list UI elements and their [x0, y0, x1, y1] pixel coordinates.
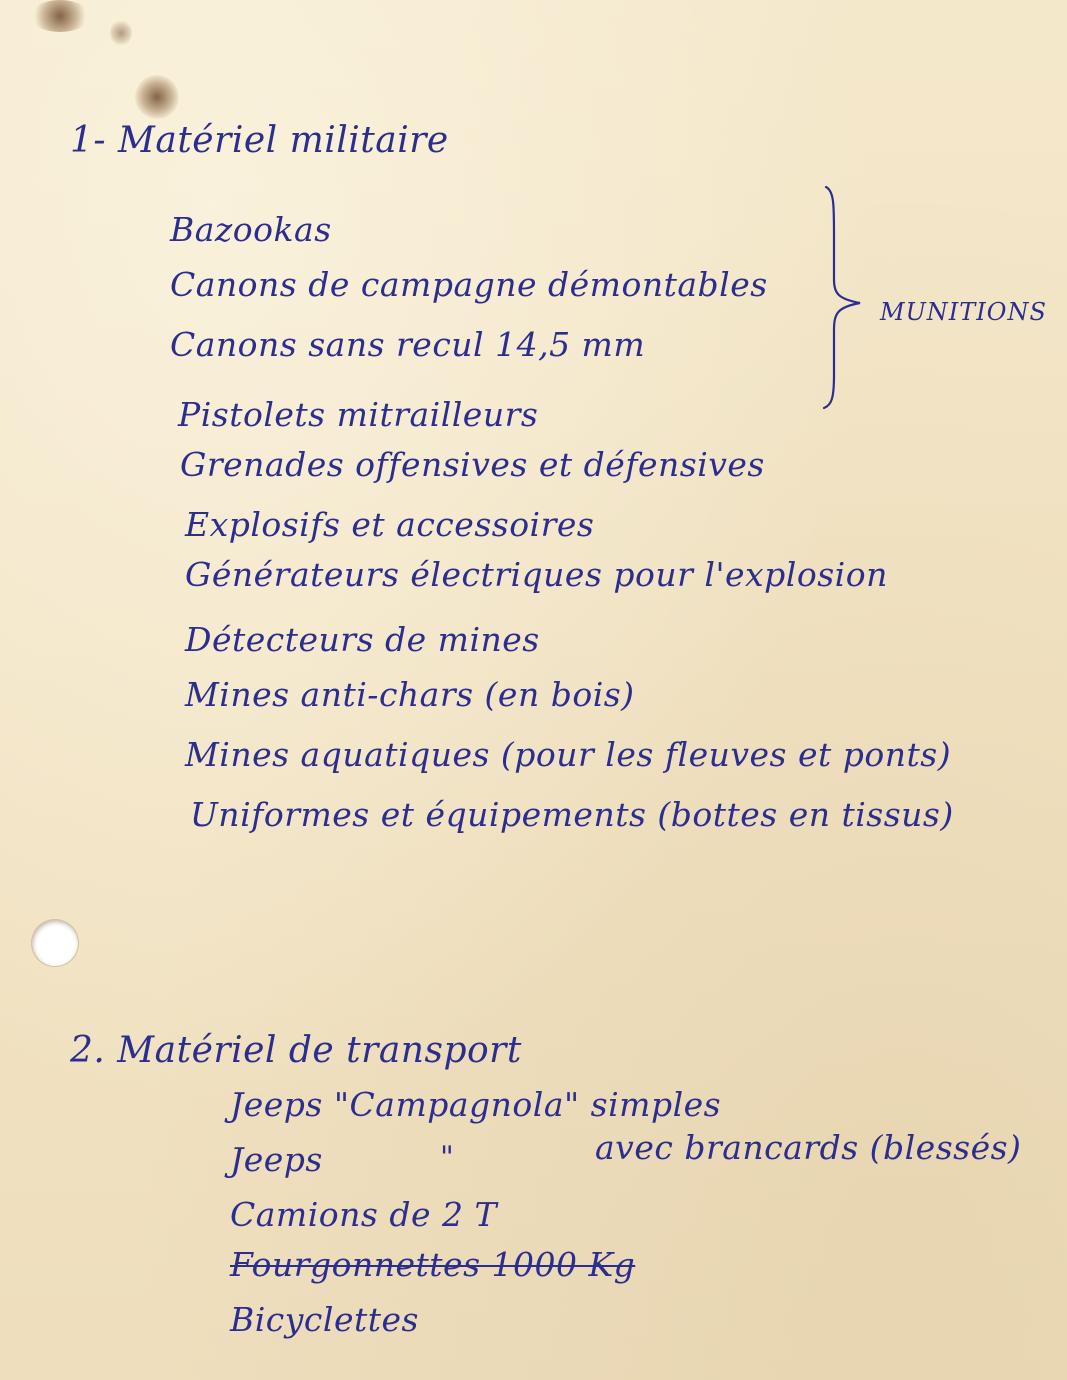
list-item: Générateurs électriques pour l'explosion	[185, 555, 888, 594]
stain-mark	[135, 75, 179, 119]
stain-mark	[30, 0, 90, 32]
list-item: Grenades offensives et défensives	[180, 445, 765, 484]
list-item: Mines aquatiques (pour les fleuves et ponts)	[185, 735, 952, 774]
list-item: Canons sans recul 14,5 mm	[170, 325, 646, 364]
list-item: Mines anti-chars (en bois)	[185, 675, 635, 714]
stain-mark	[110, 20, 132, 46]
list-item: Jeeps	[230, 1140, 323, 1179]
punch-hole	[32, 920, 78, 966]
list-item: Bicyclettes	[230, 1300, 419, 1339]
section2-heading: 2. Matériel de transport	[70, 1030, 522, 1071]
list-item: Bazookas	[170, 210, 332, 249]
list-item: Uniformes et équipements (bottes en tissus)	[190, 795, 954, 834]
list-item: Pistolets mitrailleurs	[178, 395, 539, 434]
list-item: Canons de campagne démontables	[170, 265, 768, 304]
brace-label: MUNITIONS	[880, 298, 1047, 326]
curly-brace-icon	[820, 185, 880, 410]
list-item: Jeeps "Campagnola" simples	[230, 1085, 722, 1124]
section1-heading: 1- Matériel militaire	[70, 120, 449, 161]
list-item: Camions de 2 T	[230, 1195, 497, 1234]
list-item: Explosifs et accessoires	[185, 505, 595, 544]
list-item: avec brancards (blessés)	[595, 1128, 1022, 1167]
list-item: Détecteurs de mines	[185, 620, 540, 659]
list-item: Fourgonnettes 1000 Kg	[230, 1245, 636, 1284]
ditto-mark: "	[440, 1140, 454, 1175]
